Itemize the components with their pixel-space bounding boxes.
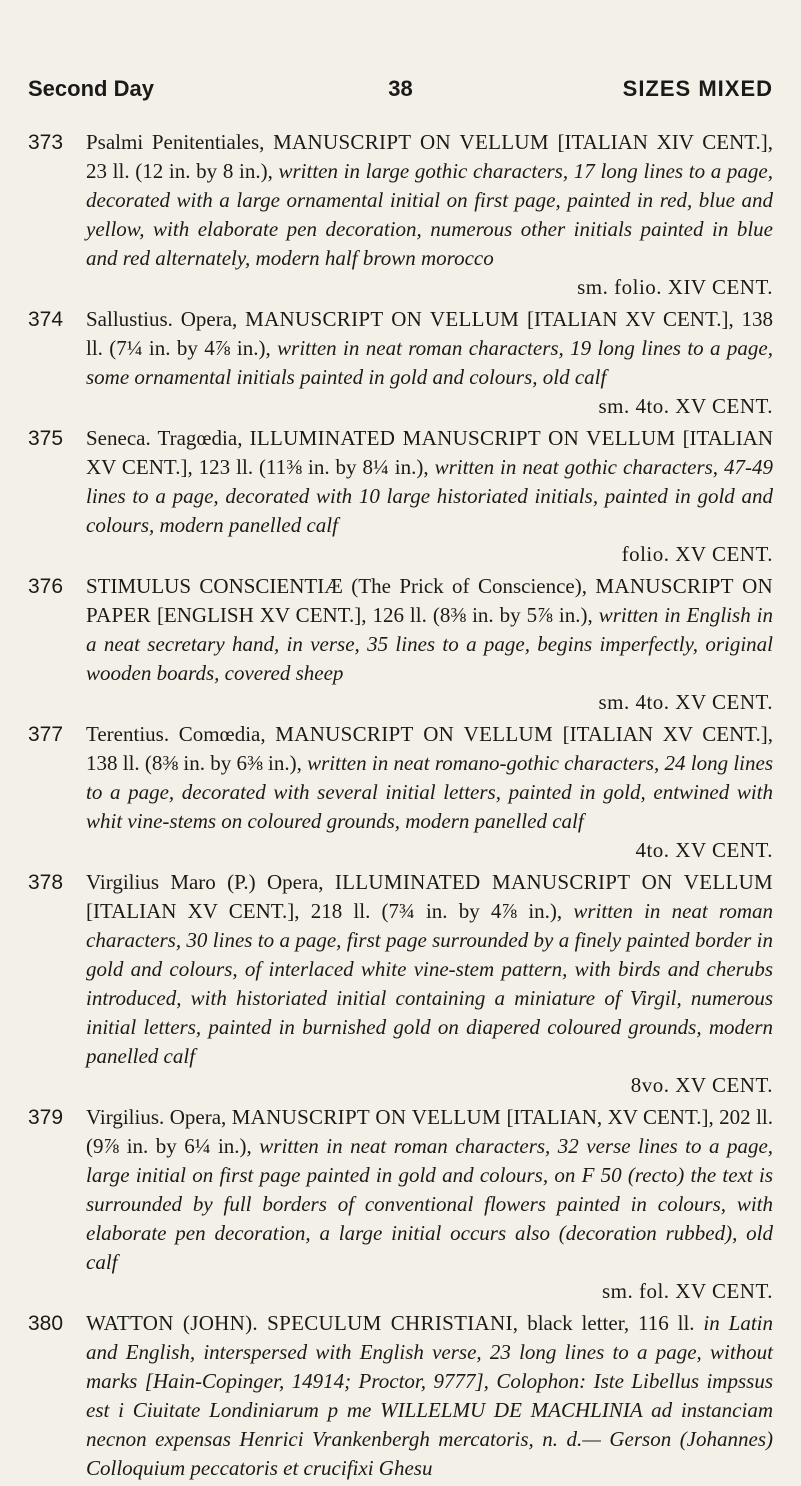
lot-description	[86, 424, 773, 569]
lot-kind: MANUSCRIPT ON PAPER	[86, 574, 773, 627]
lot-kind: MANUSCRIPT ON VELLUM	[245, 307, 520, 331]
lot-format: sm. folio. XIV CENT.	[577, 275, 773, 299]
lot-kind: MANUSCRIPT ON VELLUM	[273, 130, 549, 154]
lot-entry	[28, 572, 773, 717]
lot-author: WATTON (JOHN). SPECULUM CHRISTIANI,	[86, 1311, 519, 1335]
lot-text: written in neat roman characters, 30 lines to a page, first page surrounded by a finely painted border in gold and colours, of interlaced white vine-stem pattern, with birds and cherubs introduced, with historiated initial containing a miniature of Virgil, numerous initial letters, painted in burnished gold on diapered coloured grounds, modern panelled calf	[86, 899, 773, 1068]
lot-author: STIMULUS CONSCIENTIÆ (The Prick of Conscience),	[86, 574, 587, 598]
lot-kind: MANUSCRIPT ON VELLUM	[275, 722, 553, 746]
lot-text: in Latin and English, interspersed with English verse, 23 long lines to a page, without marks [Hain-Copinger, 14914; Proctor, 9777], Colophon: Iste Libellus impssus est i Ciuitate Londiniarum p me WILLELMU DE MACHLINIA ad instanciam necnon expensas Henrici Vrankenbergh mercatoris, n. d.— Gerson (Johannes) Colloquium peccatoris et crucifixi Ghesu	[86, 1311, 773, 1480]
lot-description	[86, 572, 773, 717]
lot-number: 378	[28, 871, 64, 894]
lot-description	[86, 128, 773, 302]
lot-number: 373	[28, 131, 64, 154]
lot-list	[28, 128, 773, 1486]
lot-description	[86, 1103, 773, 1306]
lot-detail: [ITALIAN, XV CENT.], 202 ll. (9⅞ in. by 6¼ in.),	[86, 1105, 773, 1158]
lot-detail: 116 ll.	[638, 1311, 695, 1335]
running-head	[28, 74, 773, 104]
lot-author: Sallustius. Opera,	[86, 307, 238, 331]
lot-entry	[28, 1103, 773, 1306]
lot-format: 8vo. XV CENT.	[630, 1073, 773, 1097]
running-head-right: SIZES MIXED	[622, 76, 773, 101]
lot-entry	[28, 305, 773, 421]
page-number: 38	[388, 76, 413, 101]
lot-text: written in neat roman characters, 19 long lines to a page, some ornamental initials painted in gold and colours, old calf	[86, 336, 773, 389]
lot-text: written in neat gothic characters, 47-49 lines to a page, decorated with 10 large historiated initials, painted in gold and colours, modern panelled calf	[86, 455, 774, 537]
lot-text: written in large gothic characters, 17 long lines to a page, decorated with a large ornamental initial on first page, painted in red, blue and yellow, with elaborate pen decoration, numerous other initials painted in blue and red alternately, modern half brown morocco	[86, 159, 774, 270]
lot-author: Seneca. Tragœdia,	[86, 426, 243, 450]
lot-detail: [ITALIAN XV CENT.], 138 ll. (7¼ in. by 4⅞ in.),	[86, 307, 774, 360]
lot-detail: [ITALIAN XIV CENT.], 23 ll. (12 in. by 8 in.),	[86, 130, 774, 183]
lot-text: written in English in a neat secretary hand, in verse, 35 lines to a page, begins imperfectly, original wooden boards, covered sheep	[86, 603, 774, 685]
lot-entry	[28, 868, 773, 1100]
lot-format: folio. XV CENT.	[621, 542, 773, 566]
lot-entry	[28, 720, 773, 865]
lot-detail: [ITALIAN XV CENT.], 218 ll. (7¾ in. by 4⅞ in.),	[86, 899, 563, 923]
lot-kind: ILLUMINATED MANUSCRIPT ON VELLUM	[249, 426, 676, 450]
lot-text: written in neat roman characters, 32 verse lines to a page, large initial on first page painted in gold and colours, on F 50 (recto) the text is surrounded by full borders of conventional flowers painted in colours, with elaborate pen decoration, a large initial occurs also (decoration rubbed), old calf	[86, 1134, 774, 1274]
lot-text: written in neat romano-gothic characters, 24 long lines to a page, decorated with several initial letters, painted in gold, entwined with whit vine-stems on coloured grounds, modern panelled calf	[86, 751, 774, 833]
lot-number: 376	[28, 575, 64, 598]
lot-number: 375	[28, 427, 64, 450]
lot-number: 379	[28, 1106, 64, 1129]
lot-number: 377	[28, 723, 64, 746]
lot-description	[86, 720, 773, 865]
lot-number: 374	[28, 308, 64, 331]
lot-detail: [ITALIAN XV CENT.], 123 ll. (11⅜ in. by 8¼ in.),	[86, 426, 774, 479]
lot-description	[86, 868, 773, 1100]
lot-entry	[28, 1309, 773, 1483]
lot-author: Virgilius. Opera,	[86, 1105, 227, 1129]
lot-entry	[28, 128, 773, 302]
lot-kind: ILLUMINATED MANUSCRIPT ON VELLUM	[334, 870, 774, 894]
lot-kind: MANUSCRIPT ON VELLUM	[231, 1105, 501, 1129]
lot-format: sm. fol. XV CENT.	[601, 1279, 773, 1303]
lot-author: Virgilius Maro (P.) Opera,	[86, 870, 324, 894]
lot-entry	[28, 424, 773, 569]
lot-kind: black letter,	[527, 1311, 630, 1335]
lot-author: Terentius. Comœdia,	[86, 722, 266, 746]
lot-description	[86, 1309, 773, 1483]
lot-detail: [ENGLISH XV CENT.], 126 ll. (8⅜ in. by 5⅞ in.),	[156, 603, 593, 627]
running-head-left: Second Day	[28, 76, 154, 101]
lot-format: sm. 4to. XV CENT.	[598, 690, 773, 714]
lot-format: sm. 4to. XV CENT.	[598, 394, 773, 418]
lot-number: 380	[28, 1312, 64, 1335]
lot-description	[86, 305, 773, 421]
lot-format: 4to. XV CENT.	[635, 838, 773, 862]
lot-detail: [ITALIAN XV CENT.], 138 ll. (8⅜ in. by 6⅜ in.),	[86, 722, 774, 775]
lot-author: Psalmi Penitentiales,	[86, 130, 265, 154]
